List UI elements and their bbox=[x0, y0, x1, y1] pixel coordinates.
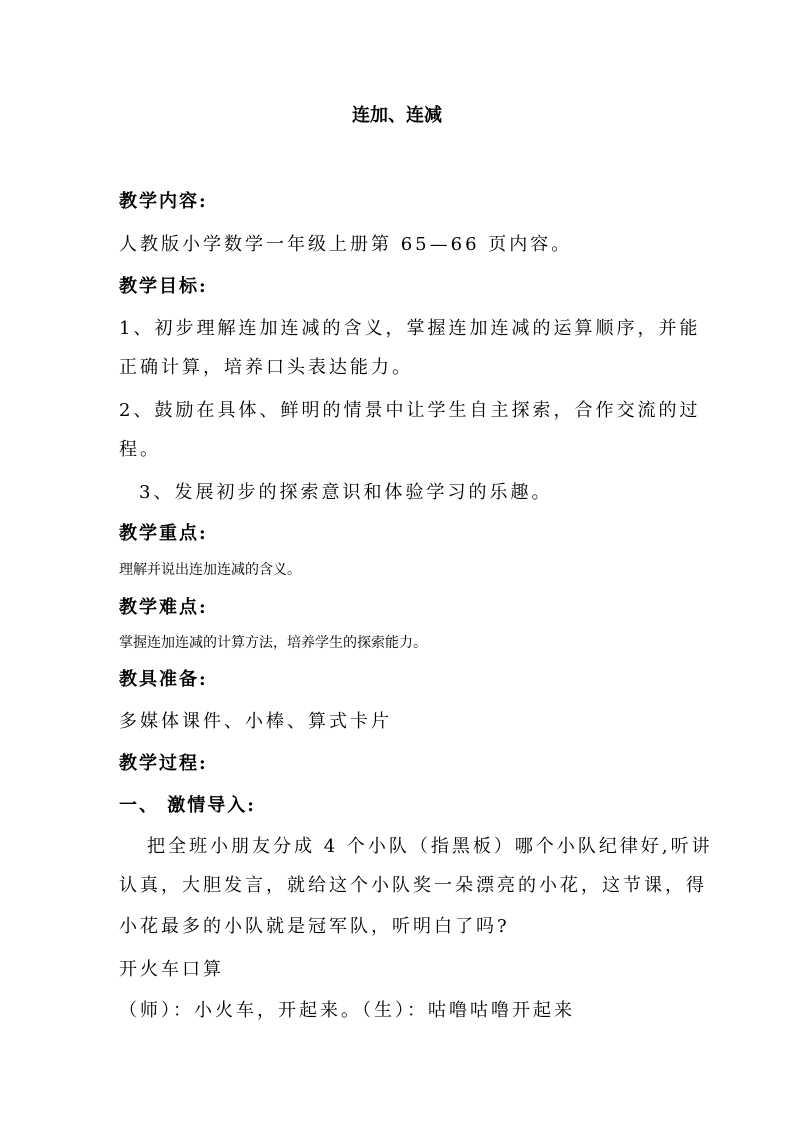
content-text: 人教版小学数学一年级上册第 65—66 页内容。 bbox=[119, 234, 573, 255]
goal-2-line-1: 2、鼓励在具体、鲜明的情景中让学生自主探索，合作交流的过 bbox=[119, 400, 701, 421]
dialog-text: （师）：小火车，开起来。（生）：咕噜咕噜开起来 bbox=[119, 1000, 575, 1021]
goals-heading: 教学目标: bbox=[119, 276, 208, 297]
step-1-heading: 一、 激情导入: bbox=[119, 795, 256, 816]
content-heading: 教学内容: bbox=[119, 191, 208, 212]
document-title: 连加、连减 bbox=[352, 105, 442, 126]
key-points-heading: 教学重点: bbox=[119, 523, 208, 544]
tools-text: 多媒体课件、小棒、算式卡片 bbox=[119, 711, 392, 732]
process-heading: 教学过程: bbox=[119, 753, 208, 774]
intro-line-2: 认真，大胆发言，就给这个小队奖一朵漂亮的小花，这节课，得 bbox=[119, 875, 707, 896]
goal-2-line-2: 程。 bbox=[119, 439, 161, 460]
goal-1-line-1: 1、初步理解连加连减的含义，掌握连加连减的运算顺序，并能 bbox=[119, 318, 701, 339]
difficulty-heading: 教学难点: bbox=[119, 597, 208, 618]
difficulty-text: 掌握连加连减的计算方法，培养学生的探索能力。 bbox=[119, 635, 427, 651]
goal-3: 3、发展初步的探索意识和体验学习的乐趣。 bbox=[139, 482, 553, 503]
goal-1-line-2: 正确计算，培养口头表达能力。 bbox=[119, 357, 413, 378]
train-oral-text: 开火车口算 bbox=[119, 959, 224, 980]
key-points-text: 理解并说出连加连减的含义。 bbox=[119, 562, 301, 578]
intro-line-1: 把全班小朋友分成 4 个小队（指黑板）哪个小队纪律好,听讲 bbox=[147, 836, 713, 857]
intro-line-3: 小花最多的小队就是冠军队，听明白了吗? bbox=[119, 916, 510, 937]
tools-heading: 教具准备: bbox=[119, 669, 208, 690]
